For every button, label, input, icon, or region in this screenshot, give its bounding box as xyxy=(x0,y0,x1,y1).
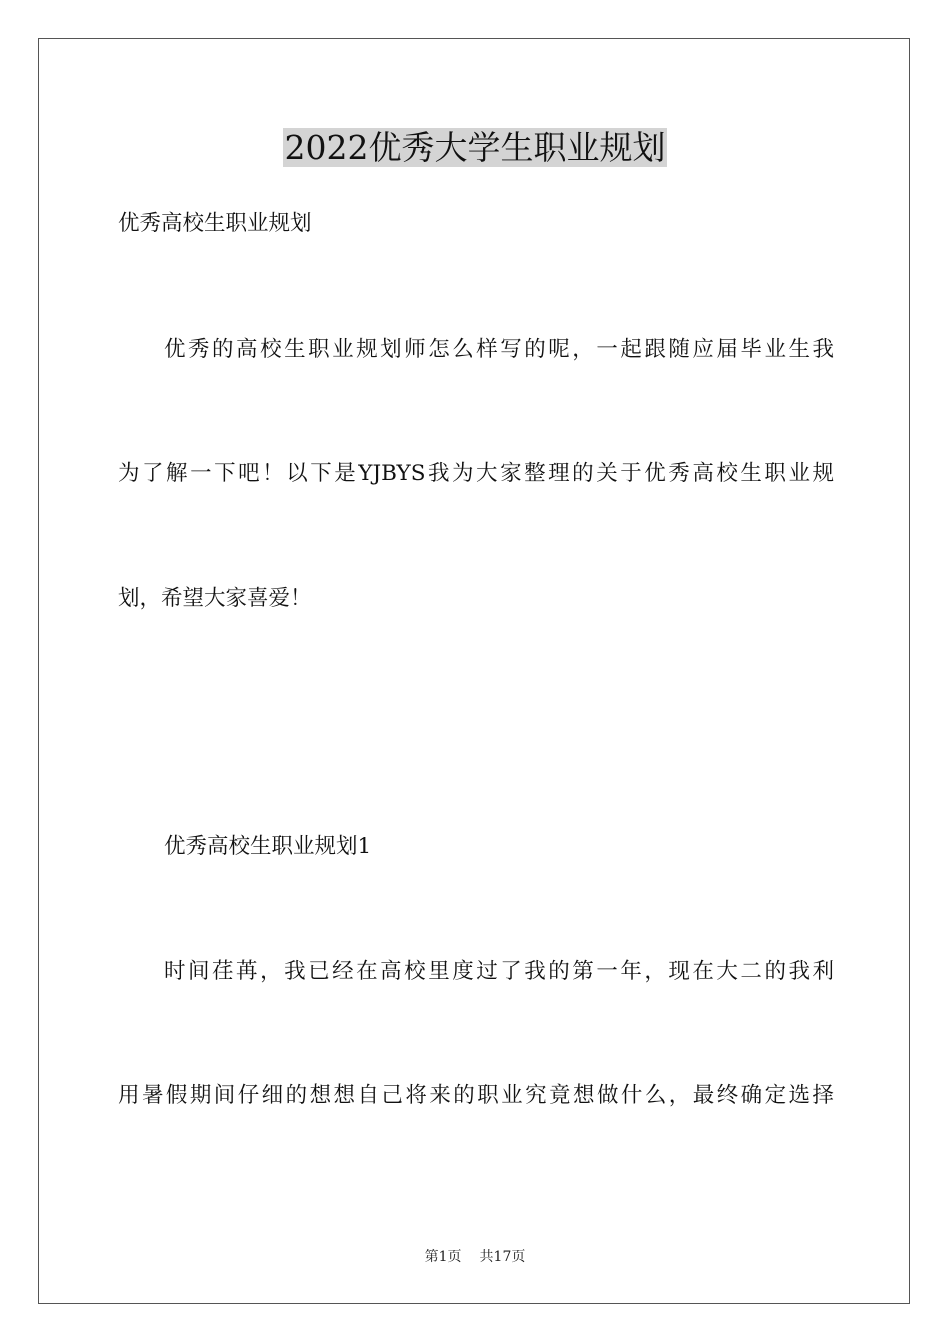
document-title-text: 2022优秀大学生职业规划 xyxy=(284,128,666,167)
page-total: 共17页 xyxy=(479,1249,526,1265)
intro-line-1: 优秀的高校生职业规划师怎么样写的呢，一起跟随应届毕业生我 xyxy=(164,337,834,362)
intro-line-2: 为了解一下吧！以下是YJBYS我为大家整理的关于优秀高校生职业规 xyxy=(118,461,834,486)
page-footer xyxy=(0,1247,950,1267)
body-line-1: 时间荏苒，我已经在高校里度过了我的第一年，现在大二的我利 xyxy=(164,959,834,984)
page-number: 第1页 xyxy=(424,1249,462,1265)
document-title xyxy=(0,126,950,170)
section-heading: 优秀高校生职业规划1 xyxy=(164,834,372,859)
intro-line-3: 划，希望大家喜爱！ xyxy=(118,586,312,611)
body-line-2: 用暑假期间仔细的想想自己将来的职业究竟想做什么，最终确定选择 xyxy=(118,1083,834,1108)
document-subtitle: 优秀高校生职业规划 xyxy=(118,211,312,236)
